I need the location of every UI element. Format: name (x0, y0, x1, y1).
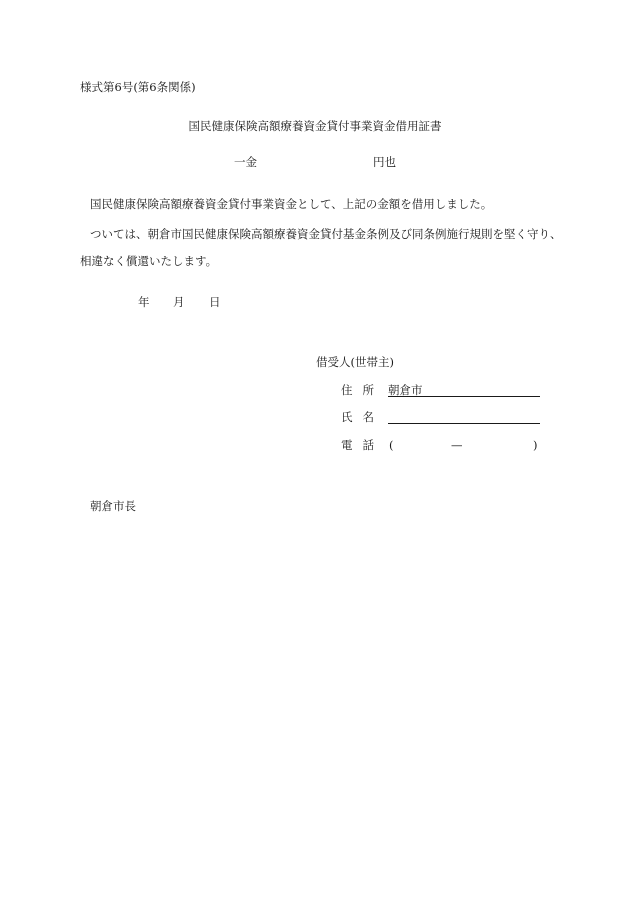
body-paragraph-2: ついては、朝倉市国民健康保険高額療養資金貸付基金条例及び同条例施行規則を堅く守り、 (90, 227, 562, 241)
address-label: 住所 (341, 383, 384, 397)
phone-dash: — (451, 438, 463, 452)
document-title: 国民健康保険高額療養資金貸付事業資金借用証書 (188, 119, 442, 133)
date-day-label: 日 (209, 295, 221, 309)
borrower-title: 借受人(世帯主) (316, 355, 394, 369)
address-value: 朝倉市 (388, 383, 423, 397)
name-underline (388, 423, 540, 424)
body-paragraph-1: 国民健康保険高額療養資金貸付事業資金として、上記の金額を借用しました。 (90, 197, 493, 211)
date-year-label: 年 (138, 295, 150, 309)
name-label: 氏名 (341, 410, 384, 424)
addressee: 朝倉市長 (90, 499, 136, 513)
amount-prefix: 一金 (234, 155, 257, 169)
phone-close-paren: ) (533, 438, 538, 452)
phone-label: 電話 (341, 438, 384, 452)
form-number: 様式第6号(第6条関係) (80, 80, 196, 94)
phone-open-paren: ( (389, 438, 394, 452)
address-underline (388, 396, 540, 397)
body-paragraph-3: 相違なく償還いたします。 (80, 254, 218, 268)
date-month-label: 月 (173, 295, 185, 309)
amount-unit: 円也 (373, 155, 396, 169)
